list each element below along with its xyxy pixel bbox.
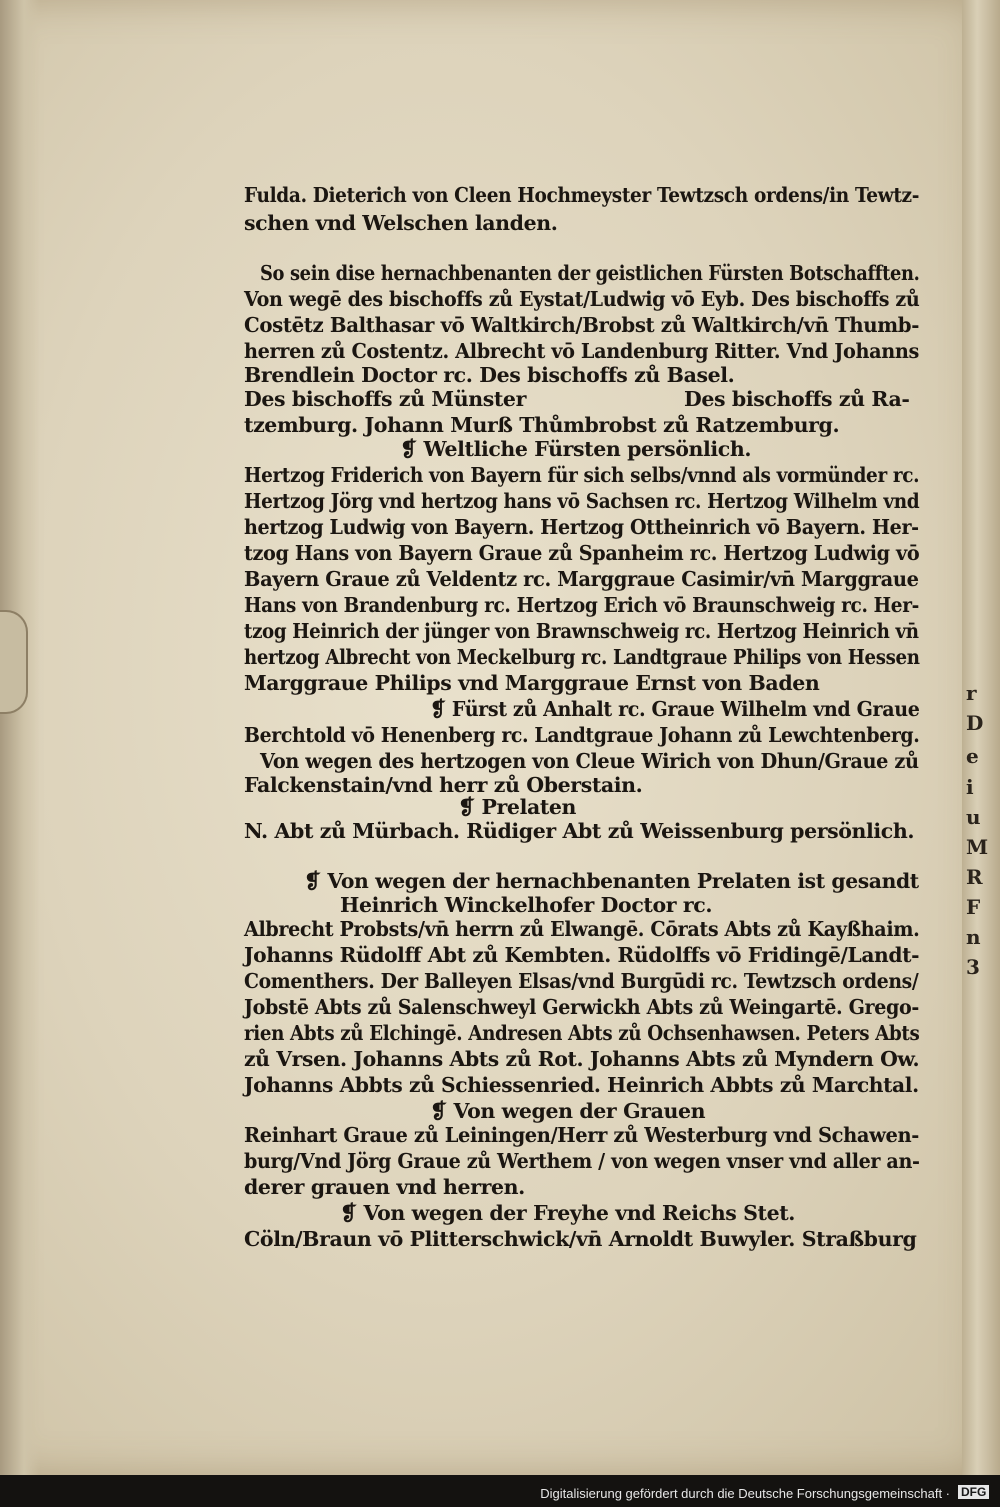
- text-line: rien Abts zů Elchingē. Andresen Abts zů Ochsenhawsen. Peters Abts: [244, 1021, 920, 1045]
- binding-gutter: [0, 0, 40, 1475]
- text-line: tzog Hans von Bayern Graue zů Spanheim rc. Hertzog Ludwig vō: [244, 541, 920, 565]
- text-line: zů Vrsen. Johanns Abts zů Rot. Johanns Abts zů Myndern Ow.: [244, 1047, 920, 1071]
- text-line: hertzog Albrecht von Meckelburg rc. Landtgraue Philips von Hessen: [244, 645, 920, 669]
- text-line: Hertzog Jörg vnd hertzog hans vō Sachsen rc. Hertzog Wilhelm vnd: [244, 489, 920, 513]
- edge-fragment: R: [966, 865, 983, 889]
- edge-fragment: i: [966, 775, 974, 799]
- section-heading: ❡ Von wegen der hernachbenanten Prelaten ist gesandt: [304, 869, 919, 893]
- text-line: Von wegē des bischoffs zů Eystat/Ludwig vō Eyb. Des bischoffs zů: [244, 287, 920, 311]
- text-line: Heinrich Winckelhofer Doctor rc.: [340, 893, 713, 917]
- text-line: Brendlein Doctor rc. Des bischoffs zů Basel.: [244, 363, 735, 387]
- text-line: tzog Heinrich der jünger von Brawnschweig rc. Hertzog Heinrich vn̄: [244, 619, 919, 643]
- edge-fragment: e: [966, 744, 979, 768]
- facing-page-edge: [962, 0, 1000, 1475]
- edge-fragment: F: [966, 895, 981, 919]
- text-line: Marggraue Philips vnd Marggraue Ernst von Baden: [244, 671, 820, 695]
- text-line: Jobstē Abts zů Salenschweyl Gerwickh Abts zů Weingartē. Grego-: [244, 995, 919, 1019]
- text-line: Berchtold vō Henenberg rc. Landtgraue Johann zů Lewchtenberg.: [244, 723, 920, 747]
- section-heading: ❡ Prelaten: [458, 795, 577, 819]
- edge-fragment: r: [966, 681, 977, 705]
- text-line: Reinhart Graue zů Leiningen/Herr zů Westerburg vnd Schawen-: [244, 1123, 919, 1147]
- edge-fragment: 3: [966, 955, 980, 979]
- text-line: burg/Vnd Jörg Graue zů Werthem / von wegen vnser vnd aller an-: [244, 1149, 920, 1173]
- text-line: Von wegen des hertzogen von Cleue Wirich von Dhun/Graue zů: [260, 749, 919, 773]
- text-line: Cöln/Braun vō Plitterschwick/vn̄ Arnoldt Buwyler. Straßburg: [244, 1227, 917, 1251]
- text-line: So sein dise hernachbenanten der geistlichen Fürsten Botschafften.: [260, 261, 920, 285]
- text-line: herren zů Costentz. Albrecht vō Landenburg Ritter. Vnd Johanns: [244, 339, 919, 363]
- footer-credit: Digitalisierung gefördert durch die Deutsche Forschungsgemeinschaft ·: [540, 1486, 950, 1501]
- text-line: derer grauen vnd herren.: [244, 1175, 525, 1199]
- text-line: Hans von Brandenburg rc. Hertzog Erich vō Braunschweig rc. Her-: [244, 593, 919, 617]
- text-line: Hertzog Friderich von Bayern für sich selbs/vnnd als vormünder rc.: [244, 463, 920, 487]
- section-heading: ❡ Von wegen der Grauen: [430, 1099, 706, 1123]
- text-line: Johanns Abbts zů Schiessenried. Heinrich Abbts zů Marchtal.: [244, 1073, 919, 1097]
- dfg-logo: DFG: [958, 1485, 989, 1499]
- text-line: tzemburg. Johann Murß Thůmbrobst zů Ratzemburg.: [244, 413, 840, 437]
- edge-fragment: u: [966, 805, 981, 829]
- text-line: Comenthers. Der Balleyen Elsas/vnd Burgūdi rc. Tewtzsch ordens/: [244, 969, 919, 993]
- text-line: Fulda. Dieterich von Cleen Hochmeyster Tewtzsch ordens/in Tewtz-: [244, 183, 920, 207]
- edge-fragment: n: [966, 925, 981, 949]
- text-line: N. Abt zů Mürbach. Rüdiger Abt zů Weissenburg persönlich.: [244, 819, 915, 843]
- edge-fragment: D: [966, 711, 984, 735]
- section-heading: ❡ Von wegen der Freyhe vnd Reichs Stet.: [340, 1201, 796, 1225]
- text-line: Albrecht Probsts/vn̄ herrn zů Elwangē. Cōrats Abts zů Kayßhaim.: [244, 917, 920, 941]
- edge-fragment: M: [966, 835, 989, 859]
- section-heading: ❡ Weltliche Fürsten persönlich.: [400, 437, 752, 461]
- text-line: hertzog Ludwig von Bayern. Hertzog Ottheinrich vō Bayern. Her-: [244, 515, 919, 539]
- text-line: Bayern Graue zů Veldentz rc. Marggraue Casimir/vn̄ Marggraue: [244, 567, 919, 591]
- text-line: Des bischoffs zů Münster: [244, 387, 526, 411]
- section-heading: ❡ Fürst zů Anhalt rc. Graue Wilhelm vnd Graue: [430, 697, 920, 721]
- text-line: Falckenstain/vnd herr zů Oberstain.: [244, 773, 643, 797]
- text-line: Costētz Balthasar vō Waltkirch/Brobst zů Waltkirch/vn̄ Thumb-: [244, 313, 920, 337]
- text-line: schen vnd Welschen landen.: [244, 211, 558, 235]
- text-line: Des bischoffs zů Ra-: [684, 387, 910, 411]
- text-line: Johanns Rüdolff Abt zů Kembten. Rüdolffs vō Fridingē/Landt-: [244, 943, 920, 967]
- page-fold-tab: [0, 610, 28, 714]
